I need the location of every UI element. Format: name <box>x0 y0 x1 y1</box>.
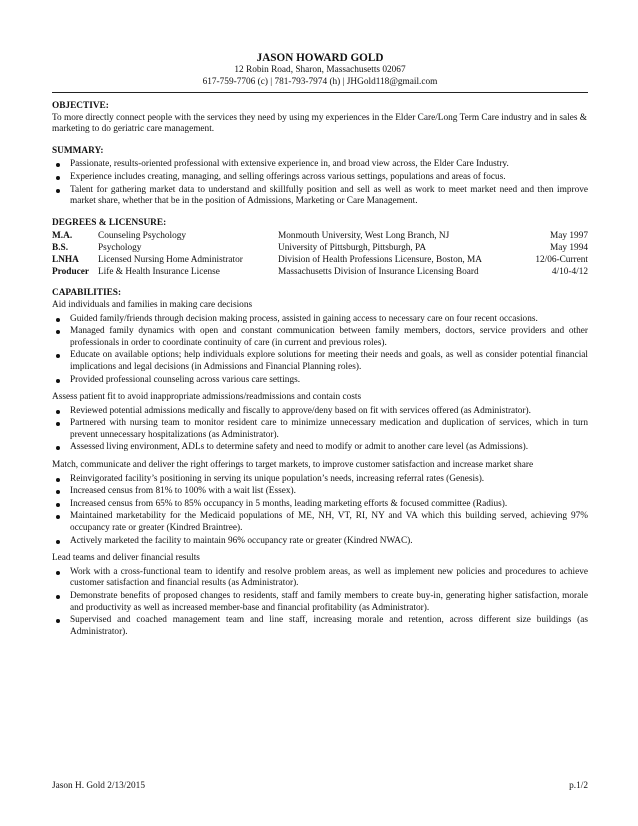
list-item: Increased census from 81% to 100% with a wait list (Essex). <box>52 486 588 498</box>
resume-content <box>52 52 588 639</box>
list-item: Passionate, results-oriented professional with extensive experience in, and broad view across, the Elder Care Industry. <box>52 159 588 171</box>
list-item: Reinvigorated facility’s positioning in serving its unique population’s needs, increasing referral rates (Genesis). <box>52 474 588 486</box>
bullet-icon <box>56 446 60 450</box>
capability-heading: Assess patient fit to avoid inappropriate admissions/readmissions and contain costs <box>52 392 362 403</box>
capabilities-title: CAPABILITIES: <box>52 288 122 299</box>
objective-text: To more directly connect people with the services they need by using my experiences in the Elder Care/Long Term Care industry and in sales & marketing to do geriatric care management. <box>52 112 588 135</box>
bullet-icon <box>56 318 60 322</box>
bullet-icon <box>56 379 60 383</box>
capability-group-aid <box>52 300 588 386</box>
bullet-icon <box>56 490 60 494</box>
footer-page-number: p.1/2 <box>569 781 588 791</box>
summary-title: SUMMARY: <box>52 145 104 156</box>
list-item: Supervised and coached management team and line staff, increasing morale and retention, across different size buildings (as Administrator). <box>52 615 588 638</box>
bullet-icon <box>56 478 60 482</box>
capability-heading: Match, communicate and deliver the right offerings to target markets, to improve customer satisfaction and increase market share <box>52 460 534 471</box>
table-row: B.S. Psychology University of Pittsburgh, Pittsburgh, PA May 1994 <box>52 243 588 254</box>
bullet-icon <box>56 619 60 623</box>
candidate-address: 12 Robin Road, Sharon, Massachusetts 02067 <box>234 65 406 75</box>
capability-heading: Lead teams and deliver financial results <box>52 553 200 564</box>
list-item: Actively marketed the facility to maintain 96% occupancy rate or greater (Kindred NWAC). <box>52 536 588 548</box>
list-item: Demonstrate benefits of proposed changes to residents, staff and family members to create buy-in, generating higher satisfaction, morale and productivity as well as increased member-base and financial profitability (as Administrator). <box>52 591 588 614</box>
bullet-icon <box>56 189 60 193</box>
bullet-icon <box>56 571 60 575</box>
bullet-icon <box>56 163 60 167</box>
capability-group-lead <box>52 553 588 638</box>
degrees-table <box>52 230 588 278</box>
bullet-icon <box>56 595 60 599</box>
bullet-icon <box>56 354 60 358</box>
header-divider <box>52 92 588 93</box>
list-item: Assessed living environment, ADLs to determine safety and need to modify or admit to another care level (as Admissions). <box>52 442 588 454</box>
bullet-icon <box>56 515 60 519</box>
footer-author-date: Jason H. Gold 2/13/2015 <box>52 781 145 791</box>
list-item: Work with a cross-functional team to identify and resolve problem areas, as well as implement new policies and procedures to achieve customer satisfaction and financial results (as Administrator). <box>52 567 588 590</box>
list-item: Increased census from 65% to 85% occupancy in 5 months, leading marketing efforts & focused committee (Radius). <box>52 499 588 511</box>
list-item: Reviewed potential admissions medically and fiscally to approve/deny based on fit with services offered (as Administrator). <box>52 406 588 418</box>
capability-group-assess <box>52 392 588 454</box>
resume-header <box>52 52 588 93</box>
objective-title: OBJECTIVE: <box>52 101 109 111</box>
list-item: Maintained marketability for the Medicaid populations of ME, NH, VT, RI, NY and VA which this building served, achieving 97% occupancy rate or greater (Kindred Braintree). <box>52 511 588 534</box>
bullet-icon <box>56 330 60 334</box>
bullet-icon <box>56 540 60 544</box>
list-item: Provided professional counseling across various care settings. <box>52 375 588 387</box>
candidate-contact: 617-759-7706 (c) | 781-793-7974 (h) | JHGold118@gmail.com <box>202 76 438 87</box>
list-item: Educate on available options; help individuals explore solutions for meeting their needs and goals, as well as consider potential financial implications and legal decisions (in Admissions and Financial Planning roles). <box>52 350 588 373</box>
capability-group-market <box>52 460 588 547</box>
table-row: M.A. Counseling Psychology Monmouth University, West Long Branch, NJ May 1997 <box>52 231 588 242</box>
table-row: Producer Life & Health Insurance License Massachusetts Division of Insurance Licensing Board 4/10-4/12 <box>52 267 588 278</box>
degrees-title: DEGREES & LICENSURE: <box>52 217 167 228</box>
bullet-icon <box>56 503 60 507</box>
table-row: LNHA Licensed Nursing Home Administrator Division of Health Professions Licensure, Boston, MA 12/06-Current <box>52 255 588 266</box>
candidate-name: JASON HOWARD GOLD <box>256 52 384 64</box>
list-item: Partnered with nursing team to monitor resident care to minimize unnecessary medication and duplication of services, which in turn prevent unnecessary hospitalizations (as Administrator). <box>52 418 588 441</box>
bullet-icon <box>56 422 60 426</box>
list-item: Managed family dynamics with open and constant communication between family members, doctors, service providers and other professionals in order to coordinate continuity of care (in current and previous roles). <box>52 326 588 349</box>
capability-heading: Aid individuals and families in making care decisions <box>52 299 253 310</box>
list-item: Experience includes creating, managing, and selling offerings across various settings, populations and areas of focus. <box>52 172 588 184</box>
list-item: Guided family/friends through decision making process, assisted in gaining access to necessary care on four recent occasions. <box>52 314 588 326</box>
bullet-icon <box>56 410 60 414</box>
list-item: Talent for gathering market data to understand and skillfully position and sell as well as work to meet market need and then improve market share, whether that be in the position of Admissions, Marketing or Care Management. <box>52 185 588 208</box>
summary-list <box>52 159 588 207</box>
bullet-icon <box>56 176 60 180</box>
